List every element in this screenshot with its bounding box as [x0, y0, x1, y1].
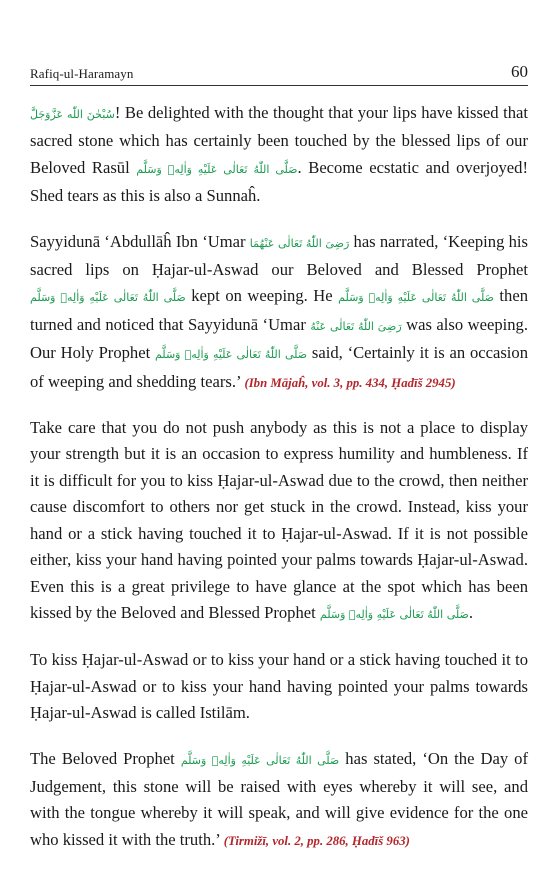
honorific-sallallahu: صَلَّی اللّٰهُ تَعَالٰی عَلَيْهِ وَاٰلِهٖ وَسَلَّم [338, 291, 494, 305]
paragraph-3-text-a: Take care that you do not push anybody as this is not a place to display your strength but it is an occasion to express humility and humbleness. If it is difficult for you to kiss Ḥajar-ul-Aswad due to the crowd, then neither cause discomfort to others nor get stuck in the crowd. Instead, kiss your hand or a stick having touched it to Ḥajar-ul-Aswad. If it is not possible either, kiss your hand having pointed your palms towards Ḥajar-ul-Aswad. Even this is a great privilege to have glance at the spot which has been kissed by the Beloved and Blessed Prophet [30, 418, 528, 622]
paragraph-5 [30, 746, 528, 855]
honorific-sallallahu: صَلَّی اللّٰهُ تَعَالٰی عَلَيْهِ وَاٰلِهٖ وَسَلَّم [319, 607, 469, 621]
page-header [30, 58, 528, 82]
paragraph-3-text-b: . [468, 602, 473, 622]
paragraph-2-text-b: has narrated, ‘Keeping his sacred lips on Ḥajar-ul-Aswad our Beloved and Blessed Prophet [30, 231, 528, 280]
paragraph-2-text-d: then turned and noticed that Sayyidunā ‘Umar [30, 286, 528, 334]
reference-citation: (Tirmižī, vol. 2, pp. 286, Ḥadīš 963) [223, 833, 410, 848]
header-divider [30, 85, 528, 86]
honorific-sallallahu: صَلَّی اللّٰهُ تَعَالٰی عَلَيْهِ وَاٰلِهٖ وَسَلَّم [30, 291, 186, 305]
paragraph-2-text-e: was also weeping. Our Holy Prophet [30, 314, 528, 363]
paragraph-2-text-c: kept on weeping. He [185, 286, 339, 306]
paragraph-5-text-a: The Beloved Prophet [30, 748, 181, 768]
paragraph-2-text-a: Sayyidunā ‘Abdullāĥ Ibn ‘Umar [30, 231, 250, 251]
reference-citation: (Ibn Mājaĥ, vol. 3, pp. 434, Ḥadīš 2945) [244, 375, 456, 390]
page-number: 60 [511, 62, 528, 81]
honorific-sallallahu: صَلَّی اللّٰهُ تَعَالٰی عَلَيْهِ وَاٰلِهٖ وَسَلَّم [154, 348, 308, 362]
paragraph-4-text-a: To kiss Ḥajar-ul-Aswad or to kiss your hand or a stick having touched it to Ḥajar-ul-Aswad or to kiss your hand having pointed your palms towards Ḥajar-ul-Aswad is called Istilām. [30, 650, 528, 723]
honorific-radiallahu-anhu: رَضِیَ اللّٰهُ تَعَالٰی عَنْهُ [310, 319, 402, 333]
honorific-sallallahu: صَلَّی اللّٰهُ تَعَالٰی عَلَيْهِ وَاٰلِهٖ وَسَلَّم [136, 162, 298, 176]
paragraph-1-text-b: . Become ecstatic and overjoyed! Shed tears as this is also a Sunnaĥ. [30, 157, 528, 206]
honorific-radiallahu-anhuma: رَضِیَ اللّٰهُ تَعَالٰی عَنْهُمَا [249, 236, 350, 250]
paragraph-1 [30, 100, 528, 210]
page-body [30, 100, 528, 873]
paragraph-1-text-a: ! Be delighted with the thought that your lips have kissed that sacred stone which has certainly been touched by the blessed lips of our Beloved Rasūl [30, 103, 528, 177]
paragraph-3 [30, 415, 528, 628]
book-title: Rafiq-ul-Haramayn [30, 66, 134, 81]
paragraph-4 [30, 647, 528, 726]
paragraph-5-text-b: has stated, ‘On the Day of Judgement, this stone will be raised with eyes whereby it will see, and with the tongue whereby it will speak, and will give evidence for the one who kissed it with the truth.’ [30, 748, 528, 849]
honorific-subhanahu: سُبْحٰنَ اللّٰه عَزَّوَجَلَّ [30, 108, 115, 121]
paragraph-2 [30, 229, 528, 396]
honorific-sallallahu: صَلَّی اللّٰهُ تَعَالٰی عَلَيْهِ وَاٰلِهٖ وَسَلَّم [180, 753, 340, 767]
paragraph-2-text-f: said, ‘Certainly it is an occasion of weeping and shedding tears.’ [30, 343, 528, 391]
